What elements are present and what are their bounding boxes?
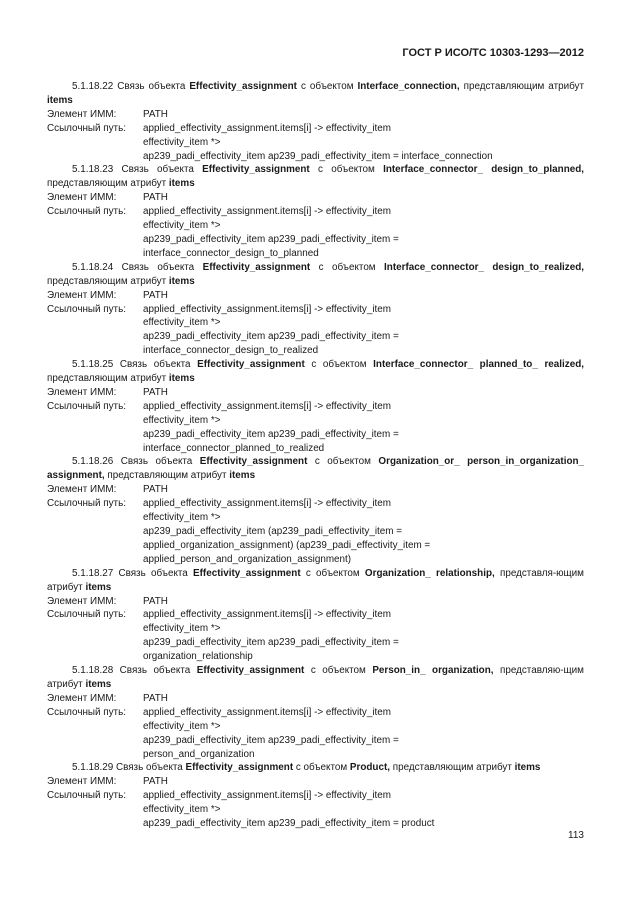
path-line: ap239_padi_effectivity_item ap239_padi_effectivity_item = [143,734,399,746]
section-5-1-18-29 [47,761,584,831]
path-line: ap239_padi_effectivity_item ap239_padi_effectivity_item = [143,331,399,343]
path-row: Ссылочный путь: applied_effectivity_assignment.items[i] -> effectivity_item [47,206,391,218]
section-intro: 5.1.18.27 Связь объекта Effectivity_assignment с объектом Organization_ relationship, представля-ющим атрибут items [47,567,584,593]
section-5-1-18-23 [47,163,584,260]
path-line: effectivity_item *> [143,804,221,816]
page-number: 113 [568,830,584,841]
path-line: person_and_organization [143,748,255,760]
path-line: effectivity_item *> [143,317,221,329]
path-line: effectivity_item *> [143,623,221,635]
section-5-1-18-28 [47,664,584,761]
path-line: effectivity_item *> [143,720,221,732]
section-intro: 5.1.18.22 Связь объекта Effectivity_assignment с объектом Interface_connection, представляющим атрибут items [47,81,585,106]
section-intro: 5.1.18.29 Связь объекта Effectivity_assignment с объектом Product, представляющим атрибут items [72,762,541,774]
document-body [47,80,584,831]
path-row: Ссылочный путь: applied_effectivity_assignment.items[i] -> effectivity_item [47,122,391,134]
element-row: Элемент ИММ: PATH [47,484,168,496]
path-row: Ссылочный путь: applied_effectivity_assignment.items[i] -> effectivity_item [47,400,391,412]
path-row: Ссылочный путь: applied_effectivity_assignment.items[i] -> effectivity_item [47,498,391,510]
element-row: Элемент ИММ: PATH [47,776,168,788]
section-5-1-18-27 [47,567,584,664]
path-line: applied_person_and_organization_assignment) [143,553,352,565]
path-line: effectivity_item *> [143,136,221,148]
path-line: ap239_padi_effectivity_item ap239_padi_effectivity_item = product [143,818,435,830]
document-header: ГОСТ Р ИСО/ТС 10303-1293—2012 [402,47,584,59]
element-row: Элемент ИММ: PATH [47,386,168,398]
element-row: Элемент ИММ: PATH [47,108,168,120]
path-line: interface_connector_design_to_realized [143,345,319,357]
path-row: Ссылочный путь: applied_effectivity_assignment.items[i] -> effectivity_item [47,303,391,315]
path-line: effectivity_item *> [143,220,221,232]
path-line: effectivity_item *> [143,512,221,524]
section-5-1-18-22 [47,80,584,163]
path-line: ap239_padi_effectivity_item ap239_padi_effectivity_item = [143,428,399,440]
element-row: Элемент ИММ: PATH [47,289,168,301]
path-line: ap239_padi_effectivity_item ap239_padi_effectivity_item = [143,233,399,245]
path-line: ap239_padi_effectivity_item ap239_padi_effectivity_item = [143,637,399,649]
path-row: Ссылочный путь: applied_effectivity_assignment.items[i] -> effectivity_item [47,706,391,718]
path-row: Ссылочный путь: applied_effectivity_assignment.items[i] -> effectivity_item [47,609,391,621]
section-5-1-18-25 [47,358,584,455]
element-row: Элемент ИММ: PATH [47,595,168,607]
path-line: effectivity_item *> [143,414,221,426]
element-row: Элемент ИММ: PATH [47,692,168,704]
section-intro: 5.1.18.26 Связь объекта Effectivity_assignment с объектом Organization_or_ person_in_organization_ assignment, представляющим атрибут items [47,456,584,482]
section-intro: 5.1.18.25 Связь объекта Effectivity_assignment с объектом Interface_connector_ planned_to_ realized, представляющим атрибут items [47,359,584,385]
element-row: Элемент ИММ: PATH [47,192,168,204]
path-line: interface_connector_design_to_planned [143,247,319,259]
path-line: organization_relationship [143,651,253,663]
section-intro: 5.1.18.28 Связь объекта Effectivity_assignment с объектом Person_in_ organization, представляю-щим атрибут items [47,665,584,690]
path-line: ap239_padi_effectivity_item (ap239_padi_effectivity_item = [143,526,403,537]
path-row: Ссылочный путь: applied_effectivity_assignment.items[i] -> effectivity_item [47,790,391,802]
path-line: applied_organization_assignment) (ap239_padi_effectivity_item = [143,539,431,551]
path-line: interface_connector_planned_to_realized [143,442,325,454]
section-5-1-18-24 [47,261,584,358]
section-intro: 5.1.18.23 Связь объекта Effectivity_assignment с объектом Interface_connector_ design_to_planned, представляющим атрибут items [47,164,584,190]
section-5-1-18-26 [47,455,584,566]
section-intro: 5.1.18.24 Связь объекта Effectivity_assignment с объектом Interface_connector_ design_to_realized, представляющим атрибут items [47,261,585,287]
path-line: ap239_padi_effectivity_item ap239_padi_effectivity_item = interface_connection [143,150,493,162]
